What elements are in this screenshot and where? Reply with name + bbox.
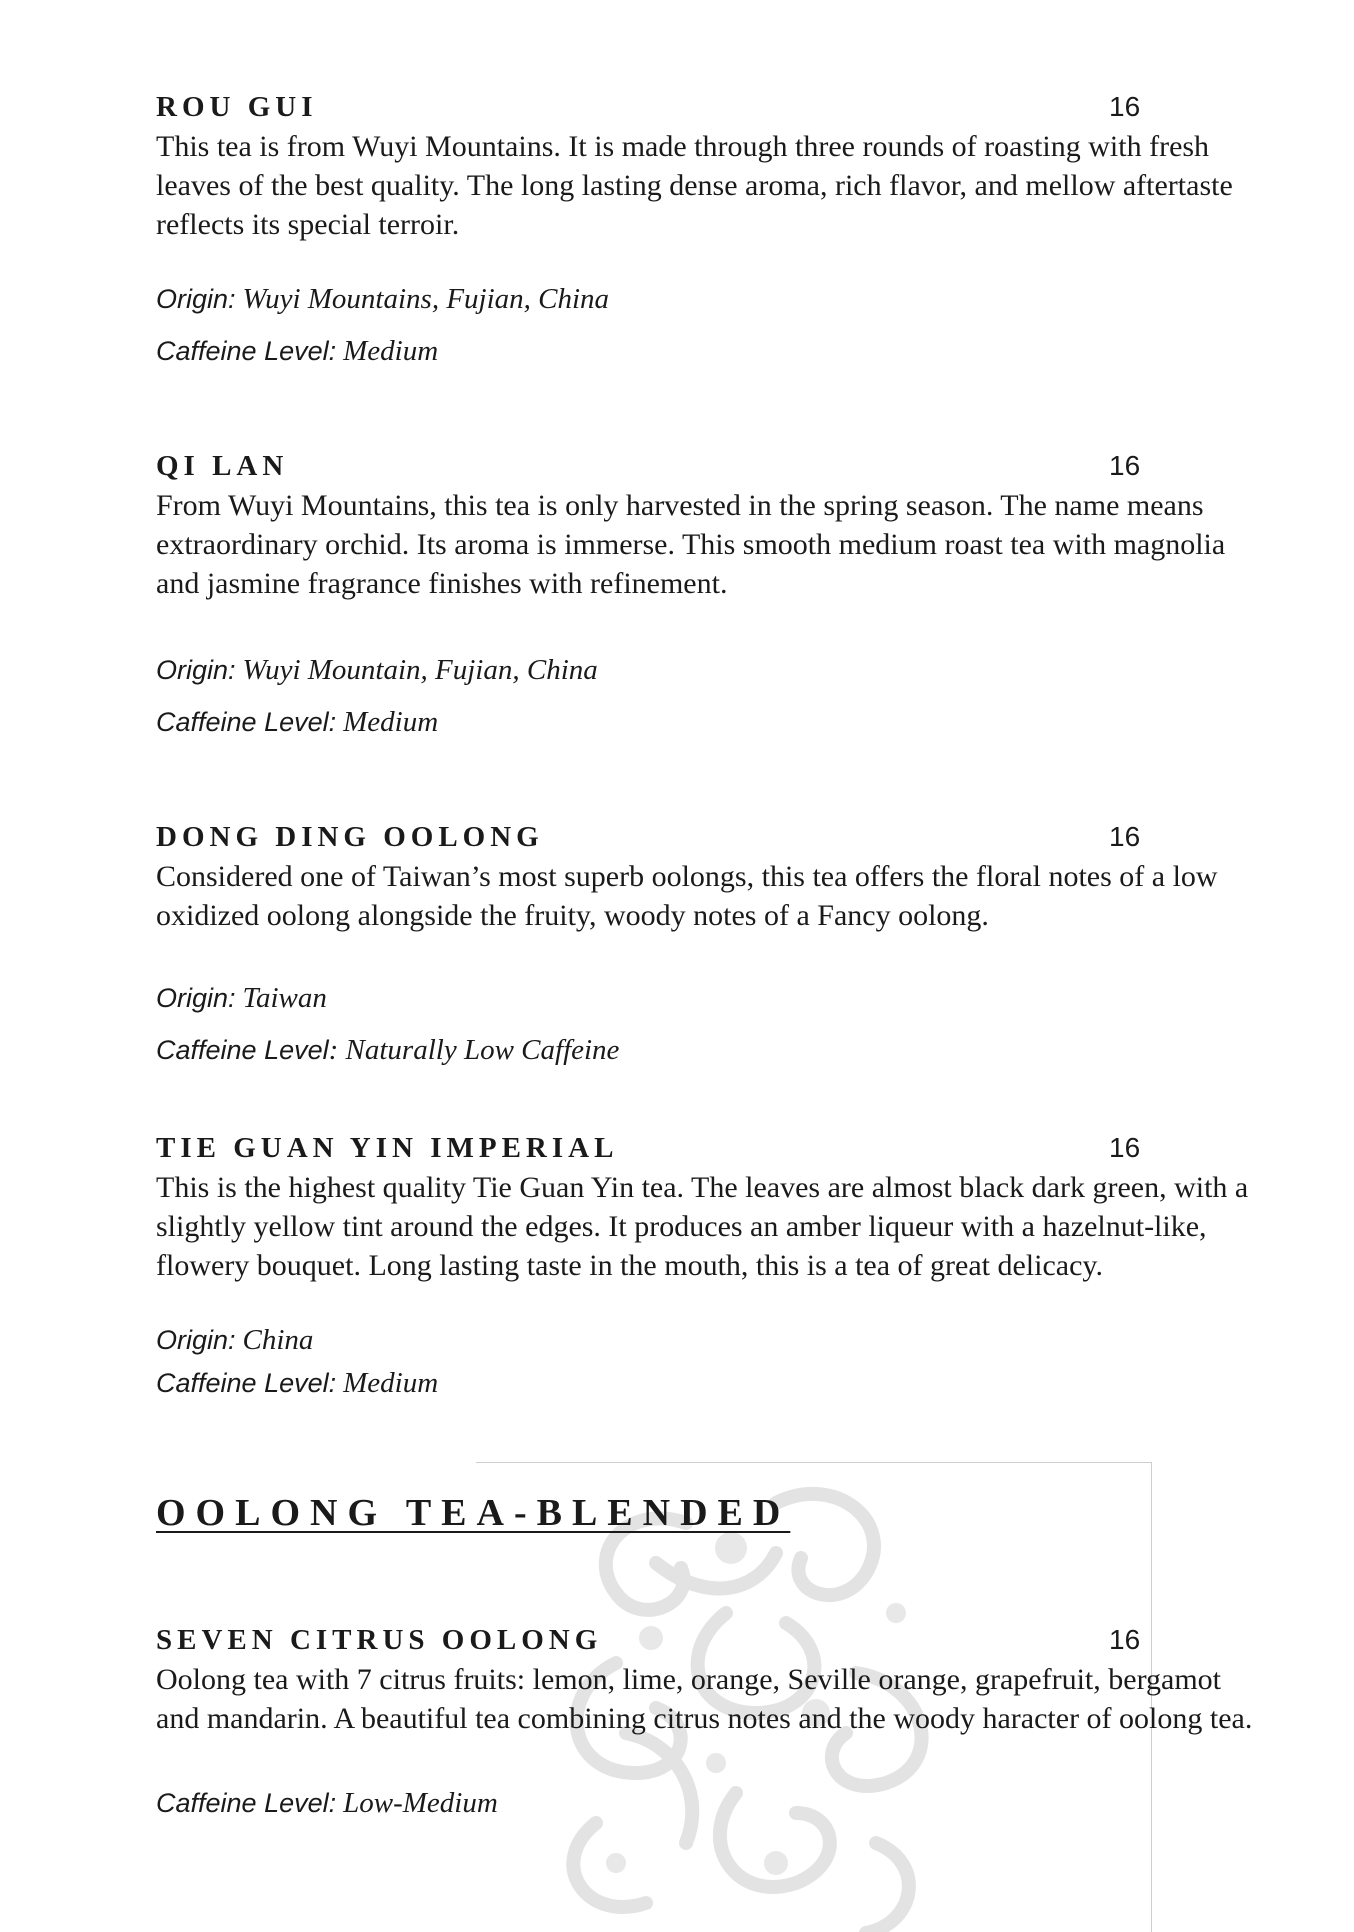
item-header <box>156 1128 1276 1168</box>
item-name: QI LAN <box>156 450 289 482</box>
item-header <box>156 817 1276 857</box>
item-caffeine <box>156 703 1276 742</box>
item-caffeine <box>156 332 1276 371</box>
caffeine-value: Medium <box>343 1367 439 1399</box>
item-description: From Wuyi Mountains, this tea is only harvested in the spring season. The name means extraordinary orchid. Its aroma is immerse. This smooth medium roast tea with magnolia and jasmine fragrance finishes with refinement. <box>156 489 1226 600</box>
item-caffeine <box>156 1364 1276 1403</box>
item-description: This tea is from Wuyi Mountains. It is made through three rounds of roasting with fresh leaves of the best quality. The long lasting dense aroma, rich flavor, and mellow aftertaste reflects its special terroir. <box>156 130 1233 241</box>
menu-item-qi-lan <box>156 446 1276 742</box>
item-origin <box>156 979 1276 1018</box>
origin-value: Wuyi Mountains, Fujian, China <box>242 283 610 315</box>
menu-item-seven-citrus-oolong <box>156 1620 1276 1823</box>
item-price: 16 <box>1109 1624 1141 1655</box>
item-caffeine <box>156 1784 1276 1823</box>
origin-label: Origin: <box>156 284 236 314</box>
caffeine-value: Medium <box>343 335 439 367</box>
item-origin <box>156 651 1276 690</box>
item-price: 16 <box>1109 450 1141 481</box>
item-header <box>156 446 1276 486</box>
item-price: 16 <box>1109 821 1141 852</box>
origin-label: Origin: <box>156 1325 236 1355</box>
menu-item-tie-guan-yin-imperial <box>156 1128 1276 1403</box>
caffeine-value: : Naturally Low Caffeine <box>328 1034 620 1066</box>
item-price: 16 <box>1109 1132 1141 1163</box>
item-price: 16 <box>1109 91 1141 122</box>
item-description: This is the highest quality Tie Guan Yin tea. The leaves are almost black dark green, with a slightly yellow tint around the edges. It produces an amber liqueur with a hazelnut-like, flowery bouquet. Long lasting taste in the mouth, this is a tea of great delicacy. <box>156 1171 1249 1282</box>
caffeine-label: Caffeine Level: <box>156 707 337 737</box>
item-description: Oolong tea with 7 citrus fruits: lemon, lime, orange, Seville orange, grapefruit, bergamot and mandarin. A beautiful tea combining citrus notes and the woody haracter of oolong tea. <box>156 1663 1253 1735</box>
item-name: ROU GUI <box>156 91 318 123</box>
item-origin <box>156 1321 1276 1360</box>
item-name: DONG DING OOLONG <box>156 821 544 853</box>
item-header <box>156 87 1276 127</box>
caffeine-label: Caffeine Level: <box>156 1368 337 1398</box>
menu-item-dong-ding-oolong <box>156 817 1276 1070</box>
origin-value: Wuyi Mountain, Fujian, China <box>242 654 598 686</box>
origin-label: Origin: <box>156 983 236 1013</box>
caffeine-value: Medium <box>343 706 439 738</box>
caffeine-value: Low-Medium <box>343 1787 498 1819</box>
section-title: OOLONG TEA-BLENDED <box>156 1492 791 1534</box>
item-name: SEVEN CITRUS OOLONG <box>156 1624 603 1656</box>
item-header <box>156 1620 1276 1660</box>
menu-item-rou-gui <box>156 87 1276 371</box>
item-name: TIE GUAN YIN IMPERIAL <box>156 1132 619 1164</box>
origin-value: Taiwan <box>242 982 327 1014</box>
caffeine-label: Caffeine Level: <box>156 1788 337 1818</box>
item-caffeine <box>156 1031 1276 1070</box>
caffeine-label: Caffeine Level <box>156 1035 329 1065</box>
origin-value: China <box>242 1324 314 1356</box>
item-description: Considered one of Taiwan’s most superb oolongs, this tea offers the floral notes of a low oxidized oolong alongside the fruity, woody notes of a Fancy oolong. <box>156 860 1218 932</box>
item-origin <box>156 280 1276 319</box>
origin-label: Origin: <box>156 655 236 685</box>
caffeine-label: Caffeine Level: <box>156 336 337 366</box>
